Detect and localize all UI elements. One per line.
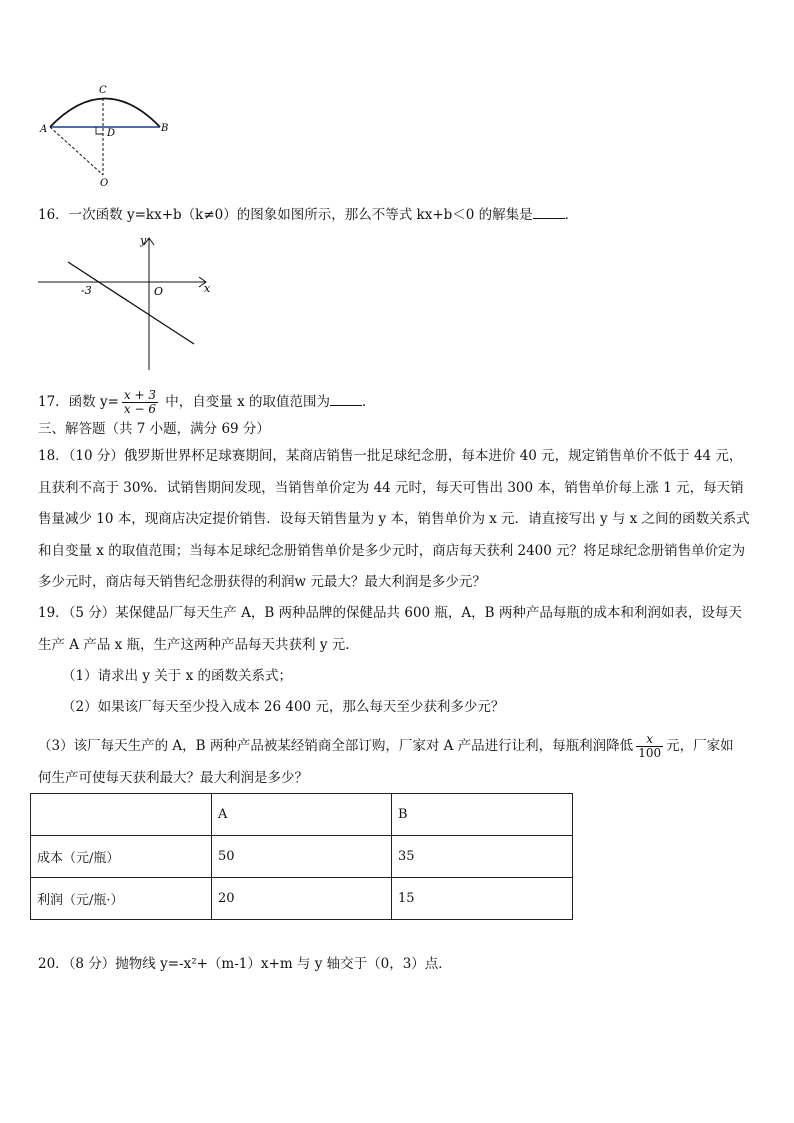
arc-figure: [34, 80, 184, 192]
q19-part-1: （1）请求出 y 关于 x 的函数关系式；: [62, 668, 292, 684]
label-origin: O: [154, 285, 164, 298]
table-row: [31, 836, 573, 878]
answer-blank: [330, 393, 362, 406]
q19-line: 生产 A 产品 x 瓶，生产这两种产品每天共获利 y 元．: [38, 637, 359, 653]
q17-numerator: x + 3: [123, 388, 157, 402]
table-cell: 成本（元/瓶）: [31, 836, 212, 878]
table-row: [31, 878, 573, 920]
q18-line: 和自变量 x 的取值范围；当每本足球纪念册销售单价是多少元时，商店每天获利 2400 元？将足球纪念册销售单价定为: [38, 543, 746, 559]
q19-numerator: x: [646, 732, 654, 746]
answer-blank: [533, 206, 565, 219]
q18-line: 且获利不高于 30%．试销售期间发现，当销售单价定为 44 元时，每天可售出 300 本，销售单价每上涨 1 元，每天销: [38, 480, 744, 496]
q19-part-3-prefix: （3）该厂每天生产的 A，B 两种产品被某经销商全部订购，厂家对 A 产品进行让利，每瓶利润降低: [38, 738, 634, 754]
question-20: 20．（8 分）抛物线 y=-x²+（m-1）x+m 与 y 轴交于（0，3）点．: [38, 956, 452, 972]
table-header-cell: A: [212, 794, 392, 836]
q17-denominator: x − 6: [123, 402, 157, 416]
q17-prefix: 17．函数 y=: [38, 394, 119, 410]
table-cell: 35: [392, 836, 573, 878]
right-angle-mark: [96, 127, 103, 134]
arc-ACB: [50, 99, 160, 128]
table-cell: 20: [212, 878, 392, 920]
q18-line: 多少元时，商店每天销售纪念册获得的利润w 元最大？最大利润是多少元？: [38, 574, 486, 590]
q19-denominator: 100: [638, 746, 662, 760]
q19-part-3-suffix: 元，厂家如: [666, 738, 734, 754]
q18-line: 售量减少 10 本，现商店决定提价销售．设每天销售量为 y 本，销售单价为 x 元．请直接写出 y 与 x 之间的函数关系式: [38, 511, 750, 527]
q19-fraction: [636, 733, 663, 760]
label-y: y: [140, 234, 147, 247]
q16-text: 16．一次函数 y=kx+b（k≠0）的图象如图所示，那么不等式 kx+b＜0 的解集是: [38, 207, 533, 223]
question-17: [38, 389, 376, 416]
table-header-cell: [31, 794, 212, 836]
section-heading: 三、解答题（共 7 小题，满分 69 分）: [38, 421, 270, 437]
q17-suffix: ．: [362, 394, 376, 410]
label-A: A: [40, 124, 48, 135]
q18-line: 18．（10 分）俄罗斯世界杯足球赛期间，某商店销售一批足球纪念册，每本进价 40 元，规定销售单价不低于 44 元，: [38, 448, 743, 464]
label-D: D: [107, 128, 116, 139]
q19-part-2: （2）如果该厂每天至少投入成本 26 400 元，那么每天至少获利多少元？: [62, 699, 505, 715]
label-B: B: [161, 123, 169, 134]
label-C: C: [99, 85, 107, 96]
table-header-cell: B: [392, 794, 573, 836]
q19-part-3: [38, 733, 734, 760]
q19-line: 19．（5 分）某保健品厂每天生产 A，B 两种品牌的保健品共 600 瓶，A，B 两种产品每瓶的成本和利润如表，设每天: [38, 605, 742, 621]
segment-AO: [50, 127, 103, 175]
label-O: O: [100, 178, 109, 189]
q19-part-3-line2: 何生产可使每天获利最大？最大利润是多少？: [38, 770, 308, 786]
label-x: x: [204, 282, 211, 295]
table-cell: 利润（元/瓶·）: [31, 878, 212, 920]
q17-fraction: [122, 389, 158, 416]
cost-profit-table: [30, 793, 573, 920]
linear-graph-figure: [34, 232, 224, 374]
question-16: [38, 206, 578, 224]
table-header-row: [31, 794, 573, 836]
function-line: [68, 262, 194, 344]
table-cell: 50: [212, 836, 392, 878]
label-intercept: -3: [81, 284, 92, 297]
q17-middle: 中，自变量 x 的取值范围为: [161, 394, 331, 410]
q16-suffix: ．: [564, 207, 579, 223]
table-cell: 15: [392, 878, 573, 920]
